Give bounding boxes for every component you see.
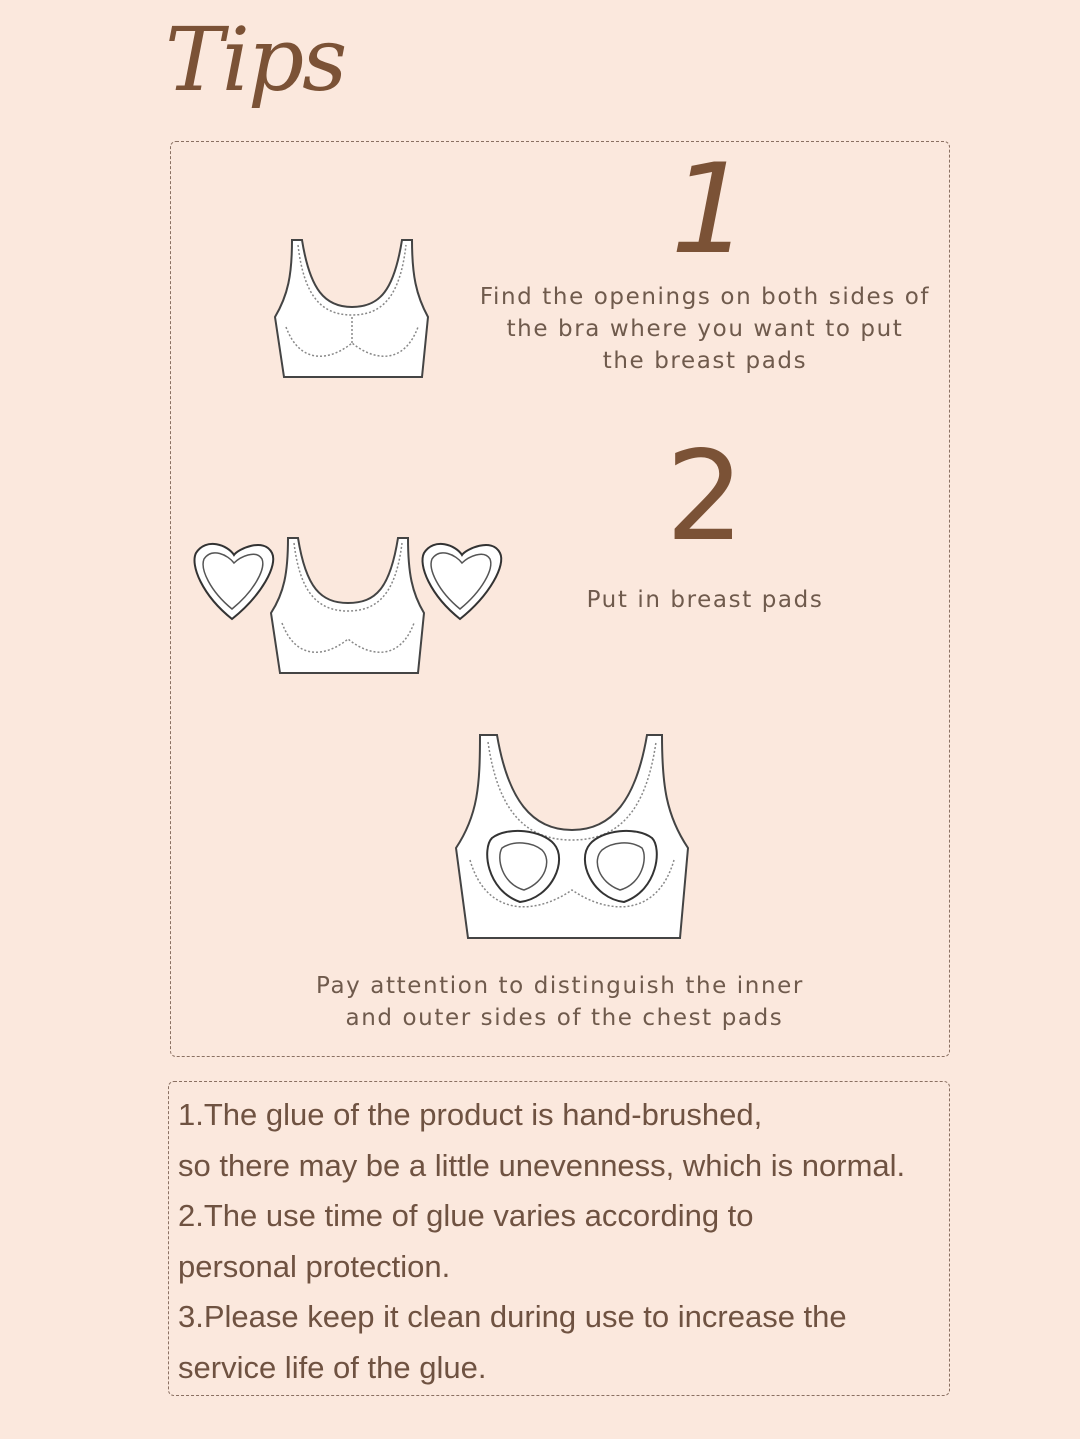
step-3-line-2: and outer sides of the chest pads	[336, 1005, 784, 1031]
step-3-line-1: Pay attention to distinguish the inner	[316, 973, 804, 999]
bra-illustration-step1	[270, 235, 435, 383]
note-line: so there may be a little unevenness, which is normal.	[178, 1147, 906, 1183]
step-1-line-1: Find the openings on both sides of	[479, 284, 931, 310]
bra-with-pads-illustration	[452, 730, 692, 945]
step-1-caption	[470, 281, 940, 377]
breast-pad-right-icon	[416, 535, 508, 623]
step-2-caption	[560, 584, 850, 616]
step-2-line-1: Put in breast pads	[586, 587, 824, 613]
step-1-line-3: the breast pads	[602, 348, 808, 374]
note-line: 3.Please keep it clean during use to increase the	[178, 1299, 847, 1334]
step-3-caption	[290, 970, 830, 1034]
notes-list	[178, 1090, 948, 1393]
page-title: Tips	[165, 8, 346, 111]
bra-illustration-step2	[266, 533, 431, 678]
step-number-1: 1	[670, 138, 750, 282]
note-line: 1.The glue of the product is hand-brushed,	[178, 1097, 763, 1132]
note-line: 2.The use time of glue varies according to	[178, 1198, 754, 1233]
note-line: service life of the glue.	[178, 1349, 487, 1385]
step-number-2: 2	[665, 425, 745, 569]
note-line: personal protection.	[178, 1248, 451, 1284]
step-1-line-2: the bra where you want to put	[506, 316, 904, 342]
